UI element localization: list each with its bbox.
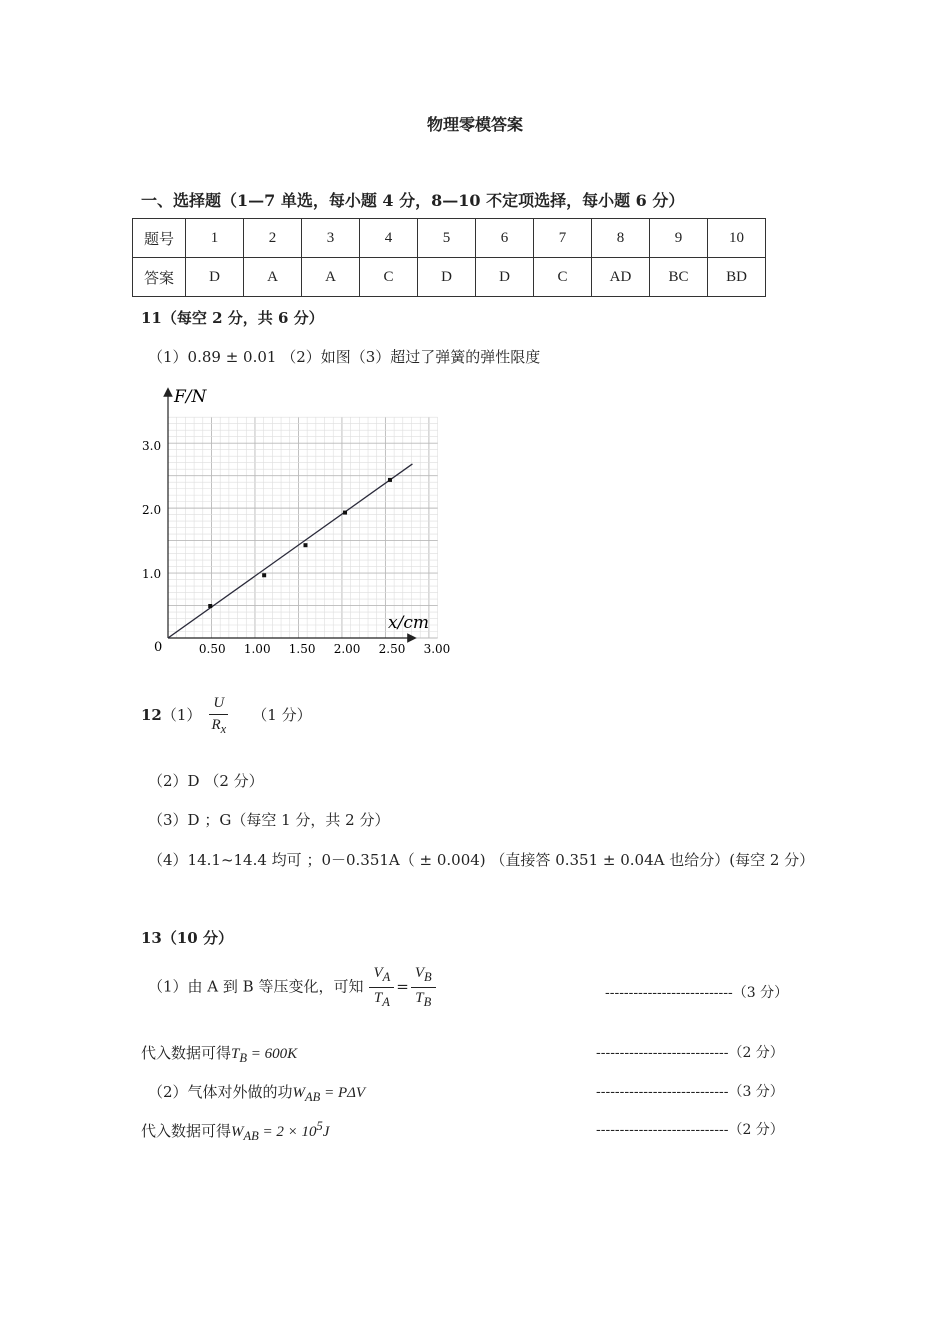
q13-line2-text: 代入数据可得	[141, 1044, 232, 1062]
force-extension-chart	[130, 380, 450, 665]
frac-numerator	[369, 965, 394, 988]
q13-line4-rhs-b: J	[322, 1124, 330, 1140]
q13-line3-text: （2）气体对外做的功	[148, 1083, 293, 1101]
table-cell: 4	[360, 219, 418, 258]
origin-label: 0	[154, 640, 163, 655]
work-symbol: W	[231, 1124, 244, 1140]
data-point	[343, 511, 347, 515]
q13-line4-rhs-a: = 2 × 10	[258, 1124, 317, 1140]
table-cell: 10	[708, 219, 766, 258]
table-cell: A	[244, 258, 302, 297]
v-symbol: V	[373, 965, 383, 981]
table-cell: BD	[708, 258, 766, 297]
section1-heading: 一、选择题（1—7 单选，每小题 4 分，8—10 不定项选择，每小题 6 分）	[141, 191, 685, 210]
table-cell: 2	[244, 219, 302, 258]
y-tick-label: 2.0	[142, 503, 162, 517]
subscript: A	[382, 995, 390, 1009]
q13-line3-score: ----------------------------（3 分）	[596, 1084, 784, 1100]
frac-denominator	[209, 715, 228, 737]
subscript: A	[382, 970, 391, 984]
x-tick-label: 3.00	[423, 642, 450, 656]
data-point	[303, 543, 307, 547]
u-over-rx-fraction	[209, 695, 228, 737]
x-tick-label: 1.50	[288, 642, 316, 656]
q13-line3-rhs: = PΔV	[320, 1085, 366, 1101]
work-symbol: W	[292, 1085, 306, 1101]
q11-answer: （1）0.89 ± 0.01 （2）如图（3）超过了弹簧的弹性限度	[148, 348, 541, 366]
frac-numerator	[411, 965, 436, 988]
table-cell: 7	[534, 219, 592, 258]
subscript: B	[239, 1051, 247, 1065]
table-row	[133, 258, 766, 297]
frac-denominator	[369, 988, 394, 1010]
subscript: B	[423, 995, 432, 1009]
y-axis-label: F/N	[174, 387, 207, 407]
page-title: 物理零模答案	[426, 115, 523, 134]
q13-line1: （1）由 A 到 B 等压变化，可知 $\frac{V_A}{T_A}$ = $\frac{V_B}{T_B}$	[148, 965, 438, 1010]
table-cell: 5	[418, 219, 476, 258]
row-label: 答案	[133, 258, 186, 297]
table-cell: 6	[476, 219, 534, 258]
subscript: B	[424, 970, 432, 984]
table-cell: 1	[186, 219, 244, 258]
table-cell: D	[476, 258, 534, 297]
t-symbol: T	[373, 990, 383, 1006]
subscript: AB	[305, 1090, 321, 1104]
data-point	[208, 604, 212, 608]
q13-line3	[148, 1081, 365, 1105]
q13-line1-text: （1）由 A 到 B 等压变化，可知	[148, 977, 364, 996]
q13-line1-score: ---------------------------（3 分）	[605, 985, 789, 1001]
table-cell: BC	[650, 258, 708, 297]
subscript: AB	[243, 1129, 259, 1143]
q13-line4-score: ----------------------------（2 分）	[596, 1122, 784, 1138]
x-tick-label: 1.00	[243, 642, 271, 656]
table-cell: 8	[592, 219, 650, 258]
table-cell: C	[360, 258, 418, 297]
x-tick-label: 2.50	[378, 642, 406, 656]
t-symbol: T	[415, 990, 424, 1006]
q12-part1-score: （1 分）	[252, 706, 312, 724]
answer-table	[132, 218, 766, 297]
q13-line4-text: 代入数据可得	[141, 1122, 232, 1140]
row-label: 题号	[133, 219, 186, 258]
frac-denominator	[411, 988, 436, 1010]
table-cell: D	[418, 258, 476, 297]
y-tick-label: 1.0	[142, 567, 162, 581]
data-point	[388, 478, 392, 482]
temperature-symbol: T	[231, 1046, 240, 1062]
frac-den-main: R	[211, 717, 221, 733]
table-cell: AD	[592, 258, 650, 297]
v-symbol: V	[414, 965, 425, 981]
table-cell: A	[302, 258, 360, 297]
y-tick-label: 3.0	[142, 439, 162, 453]
x-tick-label: 0.50	[198, 642, 226, 656]
table-cell: D	[186, 258, 244, 297]
q13-line4	[141, 1119, 329, 1144]
q12-label: 12	[141, 706, 162, 724]
q13-line2-rhs: = 600K	[247, 1046, 298, 1062]
table-cell: 3	[302, 219, 360, 258]
q13-line2	[141, 1042, 297, 1066]
va-over-ta-fraction	[369, 965, 394, 1010]
table-row	[133, 219, 766, 258]
q13-heading: 13（10 分）	[141, 929, 233, 947]
frac-numerator: U	[209, 695, 228, 715]
q12-part1	[141, 695, 312, 737]
q12-part3: （3）D ；G（每空 1 分，共 2 分）	[148, 811, 390, 829]
table-cell: 9	[650, 219, 708, 258]
vb-over-tb-fraction	[411, 965, 436, 1010]
data-point	[262, 573, 266, 577]
q12-part4: （4）14.1~14.4 均可 ；0－0.351A（ ± 0.004) （直接答 0.351 ± 0.04A 也给分）(每空 2 分）	[148, 851, 815, 869]
q11-heading: 11（每空 2 分，共 6 分）	[141, 309, 324, 327]
frac-den-sub: x	[220, 722, 227, 736]
x-axis-label: x/cm	[388, 613, 429, 633]
superscript: 5	[316, 1119, 323, 1133]
x-tick-label: 2.00	[333, 642, 361, 656]
table-cell: C	[534, 258, 592, 297]
q12-part2: （2）D （2 分）	[148, 772, 264, 790]
q13-line2-score: ----------------------------（2 分）	[596, 1045, 784, 1061]
q12-part1-prefix: （1）	[161, 706, 202, 724]
